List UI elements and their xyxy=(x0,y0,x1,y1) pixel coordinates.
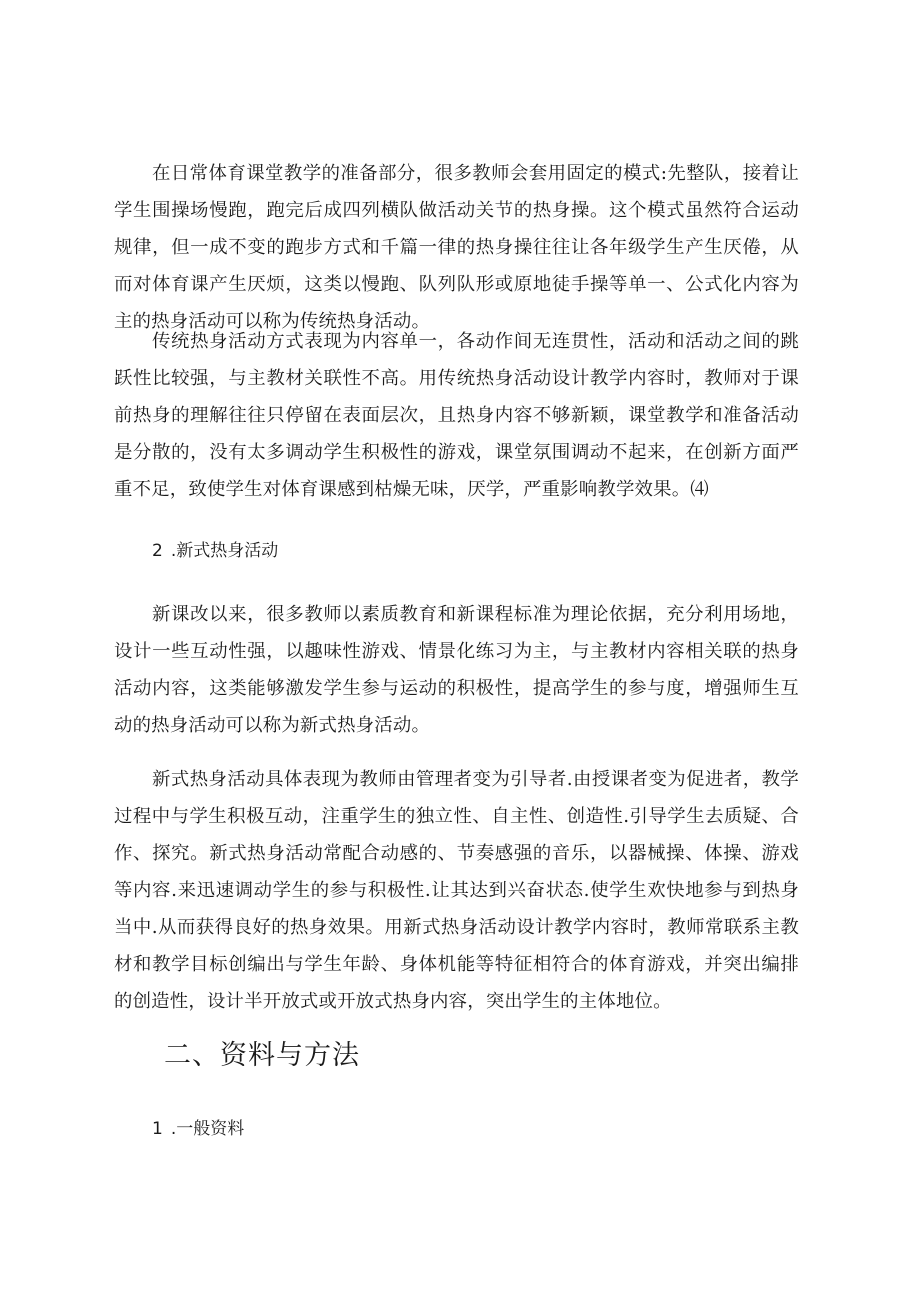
paragraph-new-details: 新式热身活动具体表现为教师由管理者变为引导者.由授课者变为促进者，教学过程中与学生积极互动，注重学生的独立性、自主性、创造性.引导学生去质疑、合作、探究。新式热身活动常配合动感的、节奏感强的音乐，以器械操、体操、游戏等内容.来迅速调动学生的参与积极性.让其达到兴奋状态.使学生欢快地参与到热身当中.从而获得良好的热身效果。用新式热身活动设计教学内容时，教师常联系主教材和教学目标创编出与学生年龄、身体机能等特征相符合的体育游戏，并突出编排的创造性，设计半开放式或开放式热身内容，突出学生的主体地位。 xyxy=(114,769,799,1012)
paragraph-traditional-intro: 在日常体育课堂教学的准备部分，很多教师会套用固定的模式:先整队，接着让学生围操场慢跑，跑完后成四列横队做活动关节的热身操。这个模式虽然符合运动规律，但一成不变的跑步方式和千篇一律的热身操往往让各年级学生产生厌倦，从而对体育课产生厌烦，这类以慢跑、队列队形或原地徒手操等单一、公式化内容为主的热身活动可以称为传统热身活动。 xyxy=(114,163,799,332)
paragraph-traditional-details: 传统热身活动方式表现为内容单一，各动作间无连贯性，活动和活动之间的跳跃性比较强，与主教材关联性不高。用传统热身活动设计教学内容时，教师对于课前热身的理解往往只停留在表面层次，且热身内容不够新颖，课堂教学和准备活动是分散的，没有太多调动学生积极性的游戏，课堂氛围调动不起来，在创新方面严重不足，致使学生对体育课感到枯燥无味，厌学，严重影响教学效果。⑷ xyxy=(114,331,799,500)
paragraph-new-intro: 新课改以来，很多教师以素质教育和新课程标准为理论依据，充分利用场地，设计一些互动性强，以趣味性游戏、情景化练习为主，与主教材内容相关联的热身活动内容，这类能够激发学生参与运动的积极性，提高学生的参与度，增强师生互动的热身活动可以称为新式热身活动。 xyxy=(114,604,799,736)
section-heading: 二、资料与方法 xyxy=(164,1040,360,1071)
subheading-number: 2 xyxy=(152,541,163,561)
subheading-text: .新式热身活动 xyxy=(170,541,279,561)
subheading-general-data xyxy=(152,1117,244,1141)
subheading-new-warmup xyxy=(152,539,278,563)
subheading-text: .一般资料 xyxy=(170,1119,245,1139)
subheading-number: 1 xyxy=(152,1119,163,1139)
